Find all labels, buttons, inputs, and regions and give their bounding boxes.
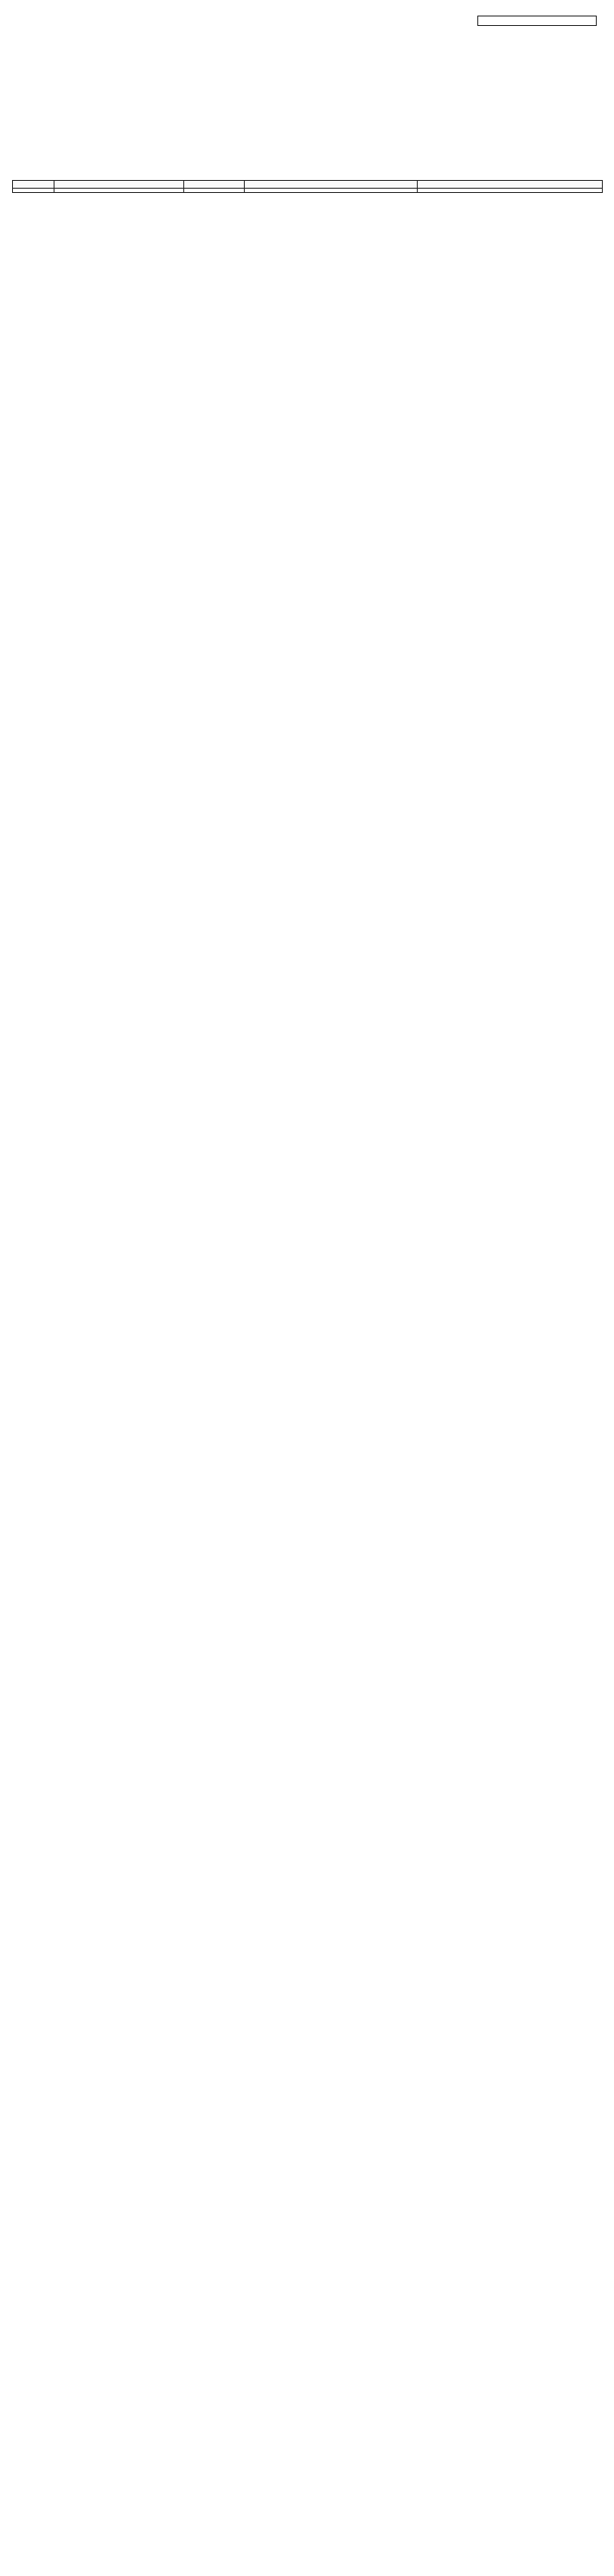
column-number [245, 189, 418, 193]
column-number [54, 189, 184, 193]
header-qualification [245, 181, 418, 189]
column-number [13, 189, 54, 193]
column-number-row [13, 189, 603, 193]
header-vacancy [184, 181, 245, 189]
column-number [418, 189, 603, 193]
header-districts [418, 181, 603, 189]
column-number [184, 189, 245, 193]
notice-header [12, 14, 602, 168]
online-application-stamp [477, 16, 597, 26]
header-post [54, 181, 184, 189]
header-serial [13, 181, 54, 189]
vacancy-table [12, 180, 603, 193]
table-header-row [13, 181, 603, 189]
